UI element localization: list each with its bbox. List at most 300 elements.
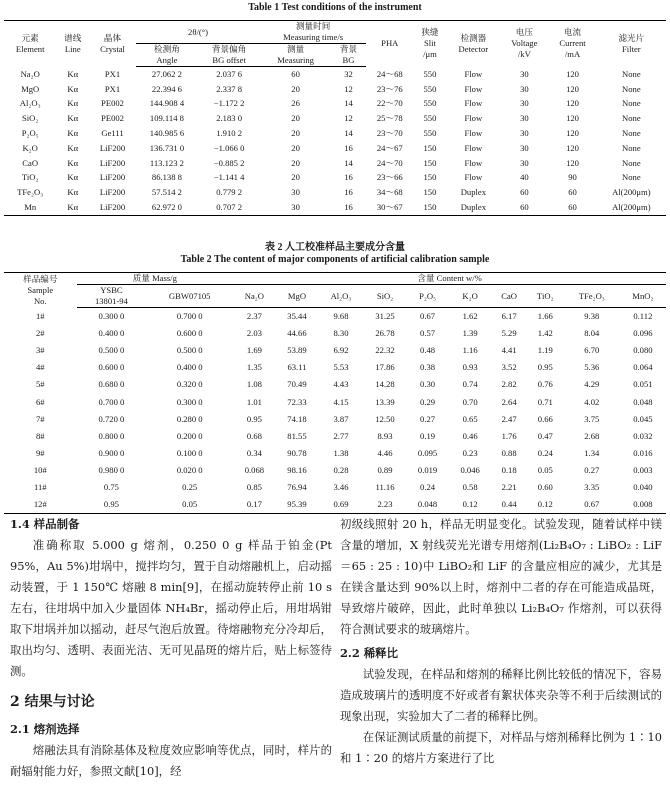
t2-h-component: TiO₂ — [527, 285, 564, 308]
table2-cell: 12# — [4, 496, 77, 514]
table1-cell: 550 — [423, 68, 437, 79]
left-column — [10, 514, 332, 782]
table1-cell: Kα — [67, 128, 79, 139]
table2-cell: 0.76 — [537, 379, 553, 390]
table2-cell: 1.19 — [537, 345, 553, 356]
table1-cell: Al(200μm) — [612, 187, 651, 198]
table1-row — [4, 111, 666, 126]
table2-cell: 1.66 — [537, 311, 553, 322]
table2-cell: 1.62 — [462, 311, 478, 322]
table2-cell: 0.69 — [318, 496, 363, 514]
table1-cell: Kα — [67, 157, 79, 168]
table1-cell: LiF200 — [99, 142, 126, 153]
table2-cell: 1.01 — [246, 396, 262, 407]
table1-cell: 120 — [566, 142, 579, 153]
table1-cell: 2.183 0 — [216, 113, 242, 124]
table2-cell: 0.500 0 — [176, 345, 203, 356]
table1-cell: 22.394 6 — [151, 83, 182, 94]
table1-cell: 16 — [331, 200, 366, 215]
table2-cell: 0.12 — [527, 496, 564, 514]
table1-cell: Flow — [464, 142, 483, 153]
table2-cell: 0.95 — [77, 496, 147, 514]
table2-cell: 2# — [35, 328, 45, 339]
table2-cell: 0.320 0 — [176, 379, 203, 390]
table1-cell: 20 — [291, 83, 300, 94]
table1-cell: Kα — [67, 187, 79, 198]
table2-cell: 0.34 — [246, 447, 262, 458]
table2-cell: 0.38 — [420, 362, 436, 373]
table1-cell: SiO₂ — [21, 113, 39, 124]
table2-cell: 1.69 — [246, 345, 262, 356]
table1-cell: P₂O₅ — [21, 128, 39, 139]
table2-row — [4, 393, 666, 410]
table2-caption-en: Table 2 The content of major components of artificial calibration sample — [180, 254, 490, 265]
table1-row — [4, 82, 666, 97]
table2-cell: 5.29 — [501, 328, 517, 339]
table1-cell: 30 — [520, 157, 529, 168]
t1-h-pha: PHA — [366, 21, 414, 67]
t1-h-measuring: 测量 Measuring — [260, 44, 331, 67]
table2-cell: 0.60 — [537, 481, 553, 492]
table1-cell: Flow — [464, 128, 483, 139]
table1-cell: None — [622, 142, 641, 153]
table1-row — [4, 200, 666, 215]
table2-cell: 0.95 — [537, 362, 553, 373]
table1-cell: Duplex — [446, 200, 500, 215]
table2-row — [4, 479, 666, 496]
table1-cell: None — [622, 128, 641, 139]
table2-cell: 1.76 — [501, 430, 517, 441]
table1-cell: 30 — [520, 113, 529, 124]
table2-cell: 0.016 — [633, 447, 653, 458]
table1-cell: None — [622, 113, 641, 124]
table1-cell: Kα — [56, 200, 89, 215]
table2-cell: 4.15 — [333, 396, 349, 407]
table1-cell: Flow — [464, 172, 483, 183]
table2-cell: 4.02 — [584, 396, 600, 407]
right-column — [340, 514, 662, 769]
table2-cell: 72.33 — [287, 396, 307, 407]
table1-cell: 0.707 2 — [198, 200, 260, 215]
table2-cell: 0.19 — [420, 430, 436, 441]
table1-cell: Flow — [464, 98, 483, 109]
table2-cell: 7# — [35, 413, 45, 424]
table2-cell: 0.300 0 — [176, 396, 203, 407]
table2-cell: 70.49 — [287, 379, 307, 390]
table2-cell: 2.82 — [501, 379, 517, 390]
section-2-2-body: 试验发现，在样品和熔剂的稀释比例比较低的情况下，容易造成玻璃片的透明度不好或者有絮状体夹杂等不利于后续测试的现象出现，实验加大了二者的稀释比例。 — [340, 667, 662, 723]
section-2-title: 2 结果与讨论 — [10, 694, 95, 710]
table1-cell: 24～68 — [376, 68, 403, 79]
table1-cell: 26 — [291, 98, 300, 109]
table1-cell: Flow — [464, 113, 483, 124]
table2-cell: 0.020 0 — [176, 464, 203, 475]
table1-cell: 16 — [344, 142, 353, 153]
table2-cell: 0.25 — [182, 481, 198, 492]
t2-h-component: TFe₂O₃ — [564, 285, 620, 308]
table1-cell: Na₂O — [20, 68, 40, 79]
t2-h-component: K₂O — [449, 285, 492, 308]
table2-cell: 3.87 — [333, 413, 349, 424]
table1-cell: 2.037 6 — [216, 68, 242, 79]
table2-cell: 98.16 — [287, 464, 307, 475]
table2-cell: 35.44 — [287, 311, 307, 322]
table2-row — [4, 325, 666, 342]
section-2-2-title: 2.2 稀释比 — [340, 646, 398, 660]
table2-cell: 0.720 0 — [98, 413, 125, 424]
table2-row — [4, 359, 666, 376]
table2-cell: 0.280 0 — [176, 413, 203, 424]
table1-cell: 27.062 2 — [151, 68, 182, 79]
table1-cell: 60 — [520, 187, 529, 198]
table1-cell: 16 — [344, 187, 353, 198]
table2-cell: 0.28 — [333, 464, 349, 475]
t1-h-bgoffset: 背景偏角 BG offset — [198, 44, 260, 67]
table2-cell: 10# — [33, 464, 47, 475]
t1-h-slit: 狭缝 Slit /μm — [414, 21, 447, 67]
table1-cell: LiF200 — [99, 157, 126, 168]
table2-cell: 1.42 — [537, 328, 553, 339]
table1-cell: 57.514 2 — [151, 187, 182, 198]
table2-cell: 81.55 — [287, 430, 307, 441]
table2-cell: 8.04 — [584, 328, 600, 339]
table1-cell: Flow — [464, 157, 483, 168]
t1-h-filter: 滤光片 Filter — [597, 21, 666, 67]
table1-cell: 113.123 2 — [149, 157, 184, 168]
t1-h-meastime: 测量时间 Measuring time/s — [260, 21, 366, 44]
table1-cell: 120 — [566, 68, 579, 79]
table2-cell: 1.34 — [584, 447, 600, 458]
table2-cell: 1.38 — [333, 447, 349, 458]
table1-cell: Kα — [67, 142, 79, 153]
table2-cell: 0.900 0 — [98, 447, 125, 458]
table1-cell: 30 — [260, 200, 331, 215]
table1-cell: 150 — [423, 187, 437, 198]
t2-h-component: P₂O₅ — [406, 285, 449, 308]
table2-cell: 63.11 — [287, 362, 307, 373]
t2-h-component: MgO — [276, 285, 319, 308]
table2-row — [4, 496, 666, 514]
table2-cell: 4# — [35, 362, 45, 373]
table1-cell: 62.972 0 — [136, 200, 198, 215]
table2-cell: 0.095 — [417, 447, 438, 458]
table2-cell: 0.48 — [420, 345, 436, 356]
t2-h-component: CaO — [491, 285, 526, 308]
table2-cell: 14.28 — [375, 379, 395, 390]
table1-cell: 150 — [414, 200, 447, 215]
table2-cell: 0.12 — [449, 496, 492, 514]
table2-cell: 17.86 — [375, 362, 395, 373]
t2-h-gbw: GBW07105 — [146, 285, 233, 308]
table2-cell: 0.032 — [633, 430, 653, 441]
table2-cell: 0.046 — [460, 464, 480, 475]
table2-cell: 0.88 — [501, 447, 517, 458]
table2-cell: 1.08 — [246, 379, 262, 390]
table1-cell: 20 — [291, 142, 300, 153]
table1-cell: Mn — [4, 200, 56, 215]
table2-cell: 0.85 — [246, 481, 262, 492]
table1-cell: 120 — [566, 128, 579, 139]
table1-cell: 150 — [423, 142, 437, 153]
t2-h-ysbc: YSBC 13801-94 — [77, 285, 147, 308]
table2-cell: 1# — [35, 310, 45, 321]
table1-cell: 14 — [344, 98, 353, 109]
table2-cell: 31.25 — [375, 311, 395, 322]
t1-h-angle: 检测角 Angle — [136, 44, 198, 67]
table1-cell: 40 — [520, 172, 529, 183]
table2-cell: 4.46 — [377, 447, 393, 458]
table2-cell: 11# — [34, 481, 47, 492]
table2-cell: 6# — [35, 396, 45, 407]
table2-cell: 0.46 — [462, 430, 478, 441]
table2-cell: 0.17 — [233, 496, 276, 514]
table2-cell: 0.048 — [406, 496, 449, 514]
table1-cell: 14 — [344, 128, 353, 139]
table1-cell: Al(200μm) — [597, 200, 666, 215]
table2-cell: 1.35 — [246, 362, 262, 373]
table2-cell: 0.74 — [462, 379, 478, 390]
table1-cell: 20 — [291, 157, 300, 168]
table2-cell: 3.46 — [333, 481, 349, 492]
table2-cell: 74.18 — [287, 413, 307, 424]
table1-cell: 25～78 — [376, 113, 403, 124]
table1-cell: PX1 — [104, 68, 121, 79]
table1-cell: −1.172 2 — [213, 98, 245, 109]
t2-h-component: Al₂O₃ — [318, 285, 363, 308]
table2-row — [4, 342, 666, 359]
table1-cell: 150 — [423, 172, 437, 183]
table2-cell: 0.008 — [620, 496, 666, 514]
table1-cell: 23～66 — [376, 172, 403, 183]
t1-h-element: 元素 Element — [4, 21, 56, 67]
t2-h-component: Na₂O — [233, 285, 276, 308]
table2-cell: 53.89 — [287, 345, 307, 356]
t1-h-current: 电流 Current /mA — [548, 21, 596, 67]
table2-cell: 0.700 0 — [176, 311, 203, 322]
table1-cell: Flow — [464, 83, 483, 94]
table2-cell: 0.24 — [537, 447, 553, 458]
table1-row — [4, 97, 666, 112]
table1-cell: 60 — [291, 68, 300, 79]
t1-h-voltage: 电压 Voltage /kV — [500, 21, 548, 67]
table2-cell: 0.58 — [462, 481, 478, 492]
table2-cell: 0.89 — [377, 464, 393, 475]
table1-cell: 0.779 2 — [216, 187, 242, 198]
table1-cell: −1.066 0 — [213, 142, 245, 153]
table2-cell: 3# — [35, 345, 45, 356]
table2-cell: 0.93 — [462, 362, 478, 373]
table1-cell: 550 — [423, 128, 437, 139]
table2-cell: 0.500 0 — [98, 345, 125, 356]
table1-cell: TFe₂O₃ — [17, 187, 44, 198]
t2-h-sample: 样品编号 Sample No. — [4, 273, 77, 308]
table2-cell: 5.36 — [584, 362, 600, 373]
table2-cell: 9.68 — [333, 311, 349, 322]
table2-cell: 0.680 0 — [98, 379, 125, 390]
table1-cell: 120 — [566, 83, 579, 94]
table1-cell: CaO — [22, 157, 39, 168]
table1-cell: Kα — [67, 98, 79, 109]
table1-row — [4, 185, 666, 200]
table1-cell: 140.985 6 — [149, 128, 185, 139]
table2-cell: 0.47 — [537, 430, 553, 441]
table2-cell: 5.53 — [333, 362, 349, 373]
table2-cell: 0.27 — [584, 464, 600, 475]
table1-cell: Kα — [67, 68, 79, 79]
table1-cell: LiF200 — [99, 187, 126, 198]
table1-cell: 1.910 2 — [216, 128, 242, 139]
table1-cell: 60 — [548, 200, 596, 215]
table1-cell: −0.885 2 — [213, 157, 245, 168]
table2-cell: 2.68 — [584, 430, 600, 441]
table2-cell: 0.75 — [103, 481, 119, 492]
table2-cell: 0.600 0 — [98, 362, 125, 373]
table1 — [4, 20, 666, 216]
table1-cell: 60 — [500, 200, 548, 215]
table2-cell: 0.67 — [564, 496, 620, 514]
table2-row — [4, 308, 666, 326]
table2-cell: 95.39 — [276, 496, 319, 514]
table2-row — [4, 428, 666, 445]
table2-cell: 5# — [35, 379, 45, 390]
table1-cell: Kα — [67, 172, 79, 183]
table2-cell: 0.95 — [246, 413, 262, 424]
table2-cell: 2.77 — [333, 430, 349, 441]
table1-cell: 30 — [291, 187, 300, 198]
table1-cell: 32 — [344, 68, 353, 79]
table1-cell: Kα — [67, 113, 79, 124]
table1-cell: 86.138 8 — [151, 172, 182, 183]
table1-cell: 550 — [423, 83, 437, 94]
table2-cell: 76.94 — [287, 481, 307, 492]
table2-cell: 0.080 — [633, 345, 653, 356]
table2-cell: 0.68 — [246, 430, 262, 441]
table2-cell: 3.35 — [584, 481, 600, 492]
table2-cell: 0.800 0 — [98, 430, 125, 441]
table2-cell: 2.21 — [501, 481, 517, 492]
table2-cell: 9.38 — [584, 311, 600, 322]
section-2-1-title: 2.1 熔剂选择 — [10, 722, 80, 736]
table1-cell: PE002 — [101, 113, 124, 124]
table1-cell: 2.337 8 — [216, 83, 242, 94]
table1-cell: None — [622, 98, 641, 109]
table2-cell: 0.65 — [462, 413, 478, 424]
table1-cell: K₂O — [22, 142, 38, 153]
table1-cell: 30～67 — [366, 200, 414, 215]
table1-cell: Al₂O₃ — [19, 98, 41, 109]
table2-cell: 8# — [35, 430, 45, 441]
table1-cell: 20 — [291, 172, 300, 183]
t2-h-component: MnO₂ — [620, 285, 666, 308]
t2-h-component: SiO₂ — [364, 285, 407, 308]
table1-cell: 120 — [566, 98, 579, 109]
table1-cell: 24～67 — [376, 142, 403, 153]
table1-cell: 144.908 4 — [149, 98, 185, 109]
table1-cell: Kα — [67, 83, 79, 94]
table2-cell: 0.051 — [633, 379, 653, 390]
table1-cell: 20 — [291, 128, 300, 139]
table1-cell: TiO₂ — [21, 172, 39, 183]
table1-cell: Flow — [464, 68, 483, 79]
table2-cell: 0.24 — [420, 481, 436, 492]
table2-cell: 9# — [35, 447, 45, 458]
table1-cell: 23～70 — [376, 128, 403, 139]
table2-cell: 0.600 0 — [176, 328, 203, 339]
table2-cell: 0.003 — [633, 464, 653, 475]
table2-cell: 0.019 — [417, 464, 438, 475]
table2-cell: 4.43 — [333, 379, 349, 390]
table1-cell: 24～70 — [376, 157, 403, 168]
table2-cell: 0.67 — [420, 311, 436, 322]
table2-cell: 13.39 — [375, 396, 395, 407]
table2 — [4, 272, 666, 514]
table2-cell: 0.71 — [537, 396, 553, 407]
table1-cell: None — [622, 68, 641, 79]
table2-cell: 90.78 — [287, 447, 307, 458]
table1-cell: PE002 — [101, 98, 124, 109]
table2-cell: 0.18 — [501, 464, 517, 475]
table2-cell: 0.048 — [633, 396, 653, 407]
table2-cell: 12.50 — [375, 413, 395, 424]
table2-cell: 0.27 — [420, 413, 436, 424]
table2-cell: 4.29 — [584, 379, 600, 390]
table2-cell: 0.05 — [146, 496, 233, 514]
table2-cell: 0.300 0 — [98, 311, 125, 322]
table2-cell: 0.068 — [244, 464, 265, 475]
table2-cell: 0.045 — [633, 413, 653, 424]
table1-cell: 20 — [291, 113, 300, 124]
table1-cell: None — [622, 157, 641, 168]
table1-cell: 30 — [520, 142, 529, 153]
table1-cell: 109.114 8 — [149, 113, 184, 124]
table1-cell: LiF200 — [99, 172, 126, 183]
table1-cell: 30 — [520, 128, 529, 139]
table2-cell: 0.096 — [633, 328, 653, 339]
table1-cell: 150 — [423, 157, 437, 168]
table2-row — [4, 411, 666, 428]
section-2-1-continued: 初级线照射 20 h，样品无明显变化。试验发现，随着试样中镁含量的增加，X 射线荧光光谱专用熔剂(Li₂B₄O₇ : LiBO₂ : LiF＝65 : 25 : 10)中 LiBO₂和 LiF 的含量应相应的减少，尤其是在镁含量达到 90%以上时，熔剂中二者的存在可能造成晶斑，导致熔片破碎，因此，此时单独以 Li₂B₄O₇ 作熔剂，可以获得符合测试要求的玻璃熔片。 — [340, 517, 662, 636]
table2-cell: 2.37 — [246, 311, 262, 322]
table2-row — [4, 376, 666, 393]
table1-caption: Table 1 Test conditions of the instrument — [248, 2, 422, 13]
table2-cell: 0.05 — [537, 464, 553, 475]
table2-cell: 2.03 — [246, 328, 262, 339]
table2-cell: 0.100 0 — [176, 447, 203, 458]
table2-cell: 1.16 — [462, 345, 478, 356]
table2-cell: 8.30 — [333, 328, 349, 339]
table1-cell: 550 — [423, 113, 437, 124]
t2-h-mass: 质量 Mass/g — [77, 273, 234, 285]
table2-cell: 26.78 — [375, 328, 395, 339]
table1-cell: None — [622, 172, 641, 183]
table2-cell: 6.17 — [501, 311, 517, 322]
table2-cell: 4.41 — [501, 345, 517, 356]
table1-cell: 22～70 — [376, 98, 403, 109]
table1-cell: 14 — [344, 157, 353, 168]
table1-cell: 30 — [520, 83, 529, 94]
table2-caption-cn: 表 2 人工校准样品主要成分含量 — [265, 242, 405, 253]
table2-cell: 1.39 — [462, 328, 478, 339]
table1-cell: 60 — [568, 187, 577, 198]
table2-cell: 0.700 0 — [98, 396, 125, 407]
table2-cell: 0.064 — [633, 362, 653, 373]
table2-cell: 0.980 0 — [98, 464, 125, 475]
table2-cell: 0.112 — [633, 311, 653, 322]
table1-cell: 30 — [520, 98, 529, 109]
table2-cell: 3.52 — [501, 362, 517, 373]
table1-cell: 120 — [566, 157, 579, 168]
table2-cell: 0.70 — [462, 396, 478, 407]
